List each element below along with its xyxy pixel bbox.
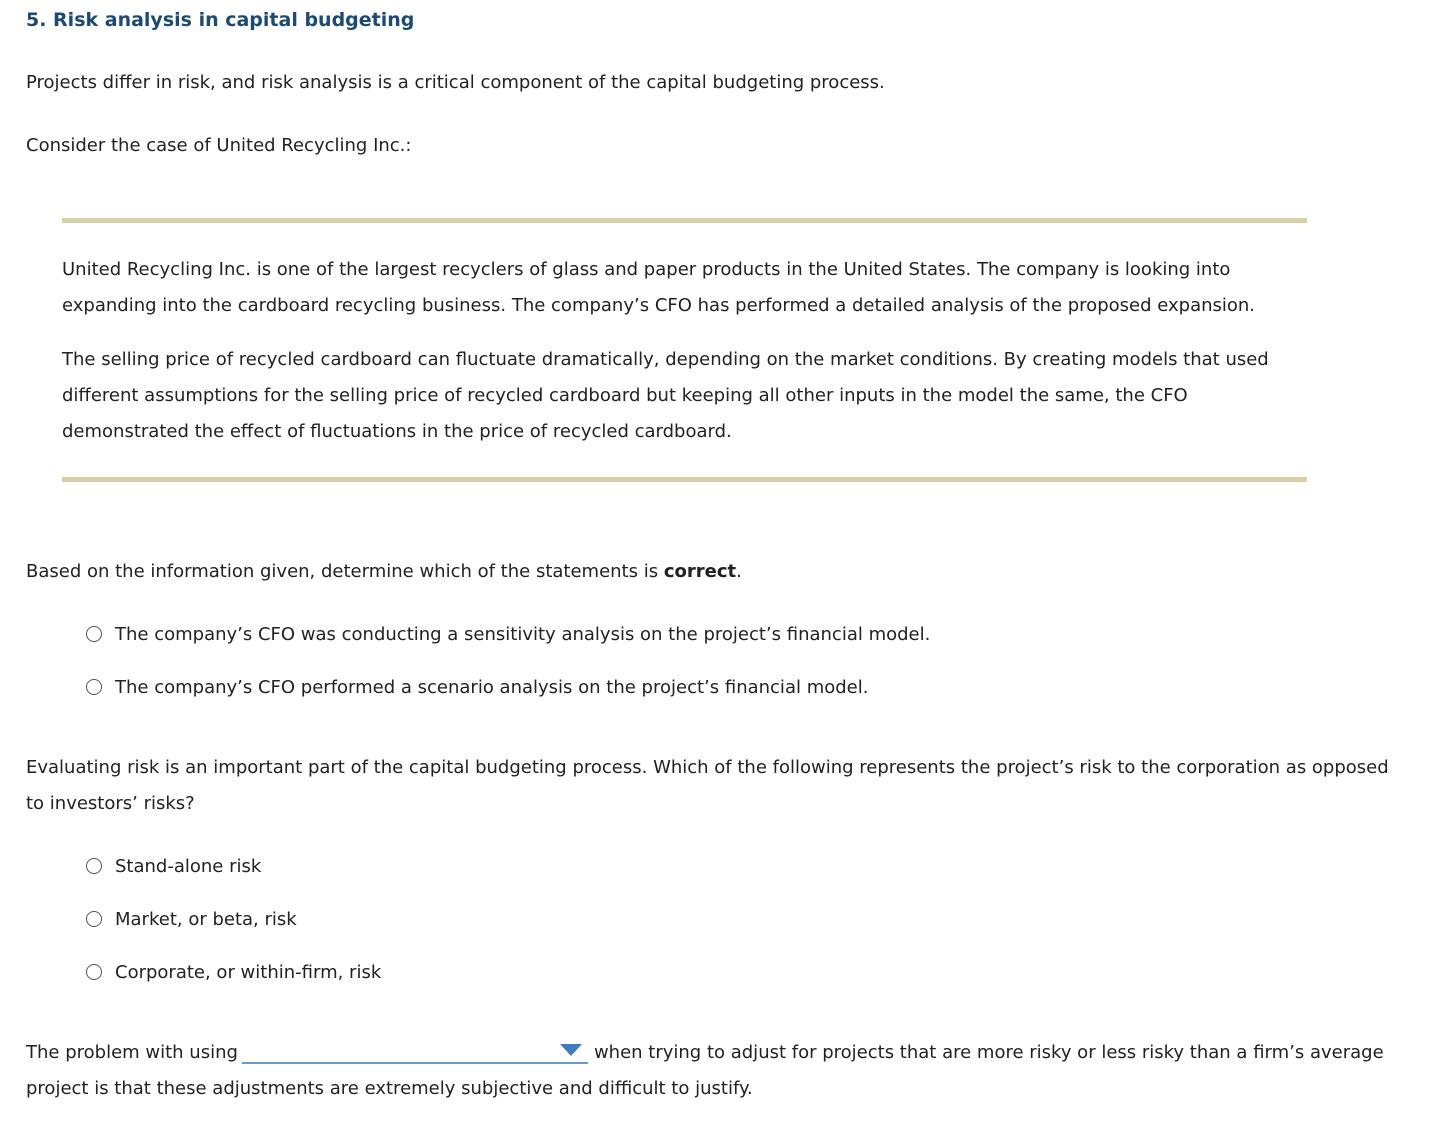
method-select[interactable]	[242, 1038, 588, 1064]
q2-option-label: Market, or beta, risk	[115, 908, 297, 930]
chevron-down-icon[interactable]	[560, 1044, 582, 1056]
radio-button[interactable]	[86, 964, 102, 980]
q2-option-3[interactable]	[86, 960, 381, 984]
radio-button[interactable]	[86, 911, 102, 927]
consider-text: Consider the case of United Recycling Inc.:	[26, 135, 412, 156]
q1-prompt-suffix: .	[736, 561, 742, 582]
q1-prompt-text: Based on the information given, determine which of the statements is	[26, 561, 664, 582]
q3-suffix: when trying to adjust for projects that are more risky or less risky than a firm’s average	[593, 1042, 1384, 1063]
case-paragraph-1: United Recycling Inc. is one of the largest recyclers of glass and paper products in the United States. The company is looking into expanding into the cardboard recycling business. The company’s CFO has performed a detailed analysis of the proposed expansion.	[62, 259, 1256, 316]
radio-button[interactable]	[86, 858, 102, 874]
q2-option-2[interactable]	[86, 907, 297, 931]
q3-prefix: The problem with using	[26, 1042, 238, 1063]
q1-prompt	[26, 554, 742, 590]
q1-prompt-bold: correct	[663, 561, 737, 582]
q3-sentence-line-2: project is that these adjustments are extremely subjective and difficult to justify.	[26, 1078, 753, 1099]
case-box	[62, 218, 1307, 482]
case-paragraph-2: The selling price of recycled cardboard can fluctuate dramatically, depending on the market conditions. By creating models that used different assumptions for the selling price of recycled cardboard but keeping all other inputs in the model the same, the CFO demonstrated the effect of fluctuations in the price of recycled cardboard.	[62, 349, 1269, 442]
q1-option-label: The company’s CFO was conducting a sensitivity analysis on the project’s financial model.	[115, 623, 931, 645]
q2-option-label: Stand-alone risk	[115, 855, 262, 877]
radio-button[interactable]	[86, 679, 102, 695]
page-title: 5. Risk analysis in capital budgeting	[26, 9, 415, 31]
q1-option-label: The company’s CFO performed a scenario analysis on the project’s financial model.	[115, 676, 869, 698]
q1-option-2[interactable]	[86, 675, 868, 699]
q2-option-label: Corporate, or within-firm, risk	[115, 961, 382, 983]
radio-button[interactable]	[86, 626, 102, 642]
q2-prompt-line-1: Evaluating risk is an important part of the capital budgeting process. Which of the following represents the project’s risk to the corporation as opposed	[26, 757, 1389, 778]
q2-option-1[interactable]	[86, 854, 261, 878]
intro-text: Projects differ in risk, and risk analysis is a critical component of the capital budgeting process.	[26, 72, 885, 93]
q3-sentence-line-1	[26, 1035, 1384, 1071]
q2-prompt-line-2: to investors’ risks?	[26, 793, 195, 814]
q1-option-1[interactable]	[86, 622, 930, 646]
